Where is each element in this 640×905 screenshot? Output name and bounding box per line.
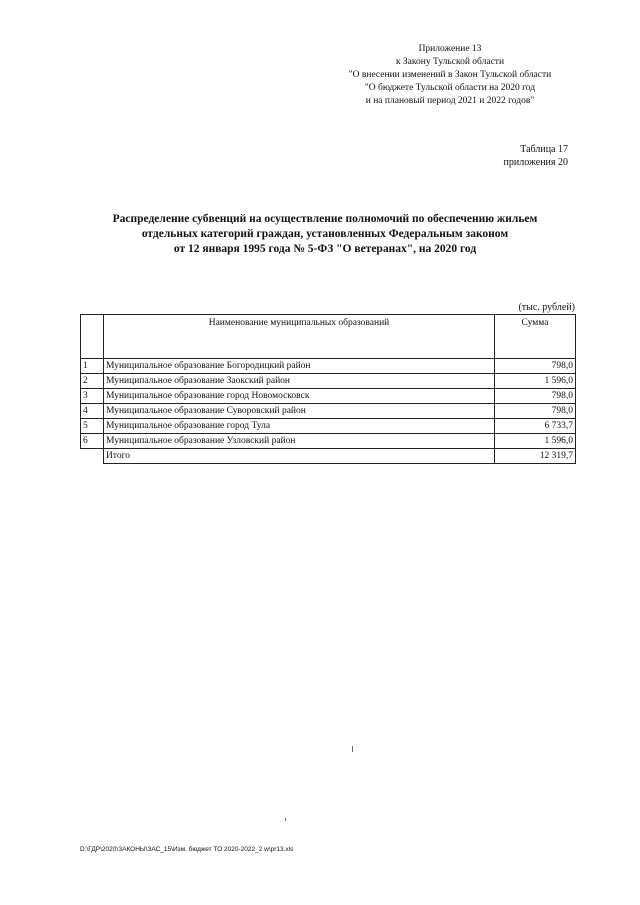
row-sum: 798,0 — [495, 389, 576, 404]
row-sum: 1 596,0 — [495, 434, 576, 449]
table-row — [81, 359, 576, 374]
table-header-row — [81, 315, 576, 359]
row-sum: 6 733,7 — [495, 419, 576, 434]
table-row — [81, 374, 576, 389]
table-row — [81, 389, 576, 404]
total-num-cell — [81, 449, 104, 464]
table-row — [81, 419, 576, 434]
scan-speck — [352, 746, 353, 752]
row-name: Муниципальное образование Узловский район — [104, 434, 495, 449]
row-number: 5 — [81, 419, 104, 434]
row-sum: 798,0 — [495, 404, 576, 419]
title-line-1: Распределение субвенций на осуществление полномочий по обеспечению жильем — [112, 213, 538, 225]
header-sum-cell: Сумма — [495, 315, 576, 359]
row-name: Муниципальное образование Заокский район — [104, 374, 495, 389]
row-number: 3 — [81, 389, 104, 404]
header-name-cell: Наименование муниципальных образований — [104, 315, 495, 359]
row-name: Муниципальное образование Суворовский район — [104, 404, 495, 419]
header-num-cell — [81, 315, 104, 359]
appendix-line-3: "О внесении изменений в Закон Тульской области — [348, 70, 552, 80]
title-line-3: от 12 января 1995 года № 5-ФЗ "О ветеранах", на 2020 год — [173, 243, 477, 255]
table-reference — [440, 143, 568, 169]
table-ref-line-1: Таблица 17 — [520, 144, 568, 155]
row-name: Муниципальное образование город Тула — [104, 419, 495, 434]
row-number: 4 — [81, 404, 104, 419]
row-number: 2 — [81, 374, 104, 389]
total-sum: 12 319,7 — [495, 449, 576, 464]
row-number: 1 — [81, 359, 104, 374]
scan-speck — [285, 818, 286, 821]
table-row — [81, 434, 576, 449]
total-label: Итого — [104, 449, 495, 464]
row-name: Муниципальное образование Богородицкий район — [104, 359, 495, 374]
document-title — [60, 212, 590, 257]
appendix-line-4: "О бюджете Тульской области на 2020 год — [364, 83, 536, 93]
subsidy-table — [80, 314, 576, 464]
title-line-2: отдельных категорий граждан, установленных Федеральным законом — [141, 228, 509, 240]
appendix-line-2: к Закону Тульской области — [395, 57, 505, 67]
file-path-footer: D:\ГДР\2020\ЗАКОНЫ\ЗАС_15\Изм. бюджет ТО 2020-2022_2 w\pr13.xls — [80, 846, 294, 853]
table-ref-line-2: приложения 20 — [503, 157, 568, 168]
table-total-row — [81, 449, 576, 464]
row-number: 6 — [81, 434, 104, 449]
table-row — [81, 404, 576, 419]
row-name: Муниципальное образование город Новомосковск — [104, 389, 495, 404]
appendix-header — [300, 43, 600, 108]
units-label: (тыс. рублей) — [518, 302, 575, 313]
row-sum: 1 596,0 — [495, 374, 576, 389]
appendix-line-5: и на плановый период 2021 и 2022 годов" — [365, 96, 535, 106]
appendix-line-1: Приложение 13 — [418, 44, 482, 54]
row-sum: 798,0 — [495, 359, 576, 374]
